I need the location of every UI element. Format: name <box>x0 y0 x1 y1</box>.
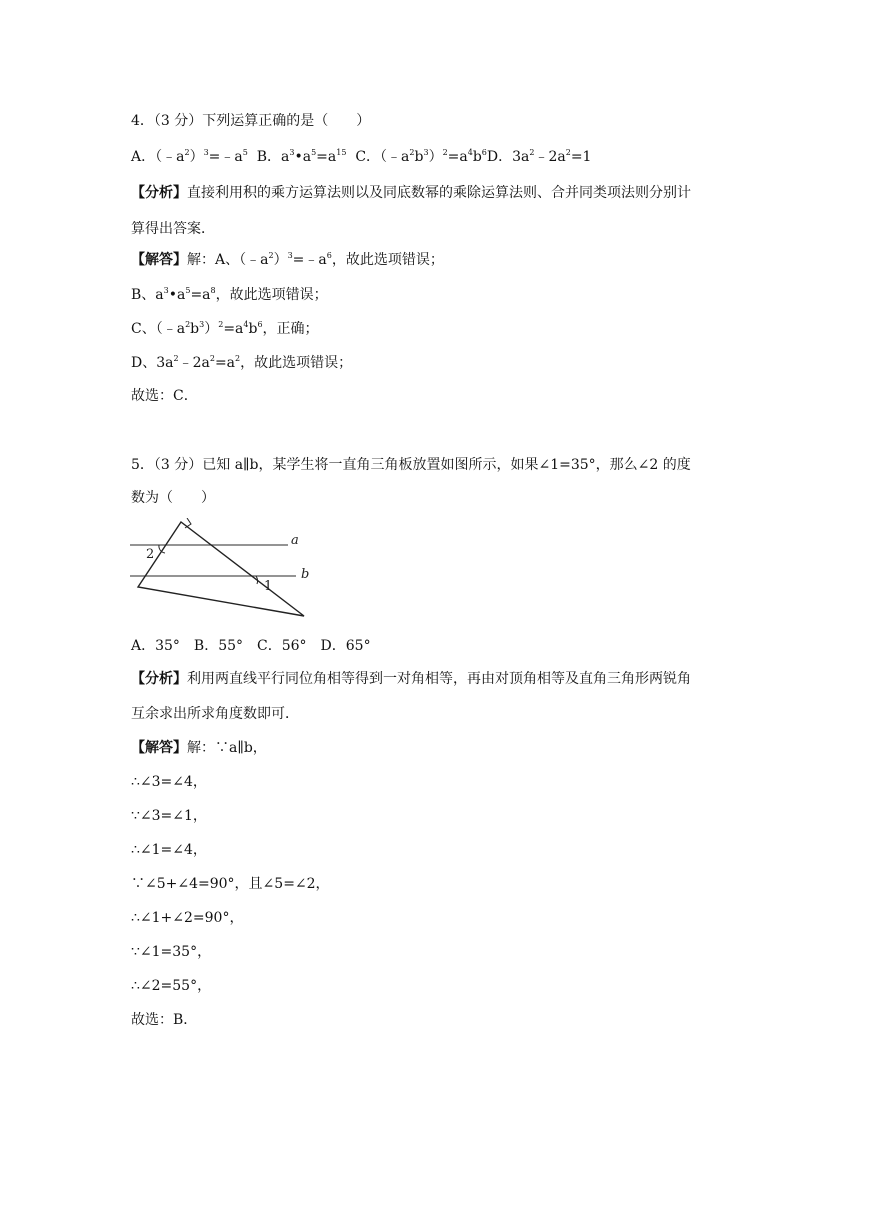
analysis-tag: 【分析】 <box>131 671 187 687</box>
angle-2-arc <box>159 545 165 553</box>
q5-solution-step: ∴∠1+∠2=90°， <box>131 910 244 926</box>
q5-analysis: 【分析】利用两直线平行同位角相等得到一对角相等，再由对顶角相等及直角三角形两锐角 <box>131 671 691 687</box>
q5-stem: 5．（3 分）已知 a∥b，某学生将一直角三角板放置如图所示，如果∠1=35°，那么∠2 的度 <box>131 457 691 473</box>
q5-solution-step: ∴∠2=55°， <box>131 978 212 994</box>
q4-option-b: B．$a^3•a^5=a^{15}$ <box>256 148 347 165</box>
q4-analysis-cont: 算得出答案． <box>131 221 215 237</box>
q4-option-d: D．$3a^2﹣2a^2=1$ <box>486 148 592 165</box>
label-angle-1: 1 <box>264 579 273 594</box>
q5-solution-step: ∵∠1=35°， <box>131 944 212 960</box>
q5-solution-step: ∵∠3=∠1， <box>131 808 207 824</box>
answer-tag: 【解答】 <box>131 740 187 756</box>
q4-stem: 4．（3 分）下列运算正确的是（ ） <box>131 113 371 129</box>
q4-option-a: A．$(﹣a^2)^3=﹣a^5$ <box>131 148 248 165</box>
q4-solution-b: B、$a^3•a^5=a^8$，故此选项错误； <box>131 286 328 303</box>
q4-solution-a: 【解答】解：A、$(﹣a^2)^3=﹣a^6$，故此选项错误； <box>131 251 444 268</box>
q4-option-c: C．$(﹣a^2b^3)^2=a^4b^6$ <box>355 148 487 165</box>
q5-analysis-cont: 互余求出所求角度数即可． <box>131 706 299 722</box>
q4-options-line <box>131 147 591 167</box>
label-a: a <box>291 533 299 548</box>
right-triangle <box>138 522 304 616</box>
q5-solution-step: 【解答】解：∵a∥b， <box>131 740 267 756</box>
answer-tag: 【解答】 <box>131 252 187 268</box>
q4-solution-c: C、$(﹣a^2b^3)^2=a^4b^6$，正确； <box>131 320 319 337</box>
label-angle-2: 2 <box>146 547 155 562</box>
q5-solution-step: ∴∠1=∠4， <box>131 842 207 858</box>
q5-solution-step: ∴∠3=∠4， <box>131 774 207 790</box>
q5-options: A．35° B．55° C．56° D．65° <box>131 638 371 654</box>
parallel-lines-triangle-figure <box>128 518 318 622</box>
q4-choose: 故选：C． <box>131 388 198 404</box>
q5-solution-step: ∵∠5+∠4=90°，且∠5=∠2， <box>131 876 330 892</box>
analysis-tag: 【分析】 <box>131 185 187 201</box>
q5-choose: 故选：B． <box>131 1012 198 1028</box>
q4-solution-d: D、$3a^2﹣2a^2=a^2$，故此选项错误； <box>131 354 353 371</box>
q5-stem-cont: 数为（ ） <box>131 490 215 506</box>
label-b: b <box>301 567 310 582</box>
q4-analysis: 【分析】直接利用积的乘方运算法则以及同底数幂的乘除运算法则、合并同类项法则分别计 <box>131 185 691 201</box>
